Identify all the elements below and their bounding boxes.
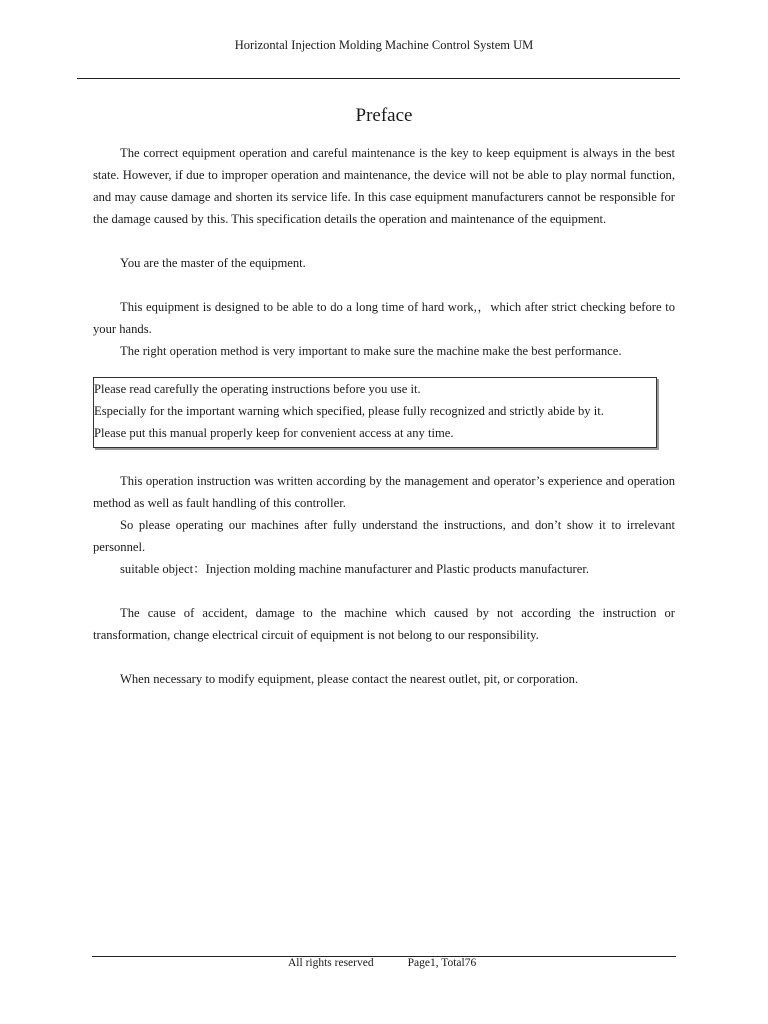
- paragraph-contact: When necessary to modify equipment, please contact the nearest outlet, pit, or corporation.: [120, 672, 579, 686]
- page-title: Preface: [355, 105, 413, 126]
- footer-page-number: Page1, Total76: [407, 957, 477, 969]
- paragraph-understand: So please operating our machines after fully understand the instructions, and don’t show it to irrelevant personnel.: [93, 518, 675, 554]
- document-body: [93, 142, 675, 690]
- paragraph-operation-method: The right operation method is very important to make sure the machine make the best performance.: [120, 344, 622, 358]
- paragraph-intro: The correct equipment operation and careful maintenance is the key to keep equipment is always in the best state. However, if due to improper operation and maintenance, the device will not be able to play normal function, and may cause damage and shorten its service life. In this case equipment manufacturers cannot be responsible for the damage caused by this. This specification details the operation and maintenance of the equipment.: [93, 146, 675, 226]
- notice-line-warning: Especially for the important warning which specified, please fully recognized and strictly abide by it.: [94, 404, 604, 418]
- paragraph-responsibility: The cause of accident, damage to the machine which caused by not according the instruction or transformation, change electrical circuit of equipment is not belong to our responsibility.: [93, 606, 675, 642]
- header-divider: [77, 78, 680, 79]
- paragraph-suitable-object: suitable object：Injection molding machine manufacturer and Plastic products manufacturer.: [120, 562, 589, 576]
- notice-line-keep: Please put this manual properly keep for convenient access at any time.: [94, 426, 454, 440]
- page-header: Horizontal Injection Molding Machine Control System UM: [234, 38, 534, 52]
- footer-rights: All rights reserved: [288, 957, 374, 969]
- notice-line-read: Please read carefully the operating instructions before you use it.: [94, 382, 421, 396]
- notice-box: [93, 377, 657, 448]
- paragraph-master: You are the master of the equipment.: [120, 256, 306, 270]
- paragraph-instruction-basis: This operation instruction was written according by the management and operator’s experience and operation method as well as fault handling of this controller.: [93, 474, 675, 510]
- page-footer: [288, 957, 476, 969]
- paragraph-design: This equipment is designed to be able to do a long time of hard work,，which after strict checking before to your hands.: [93, 300, 675, 336]
